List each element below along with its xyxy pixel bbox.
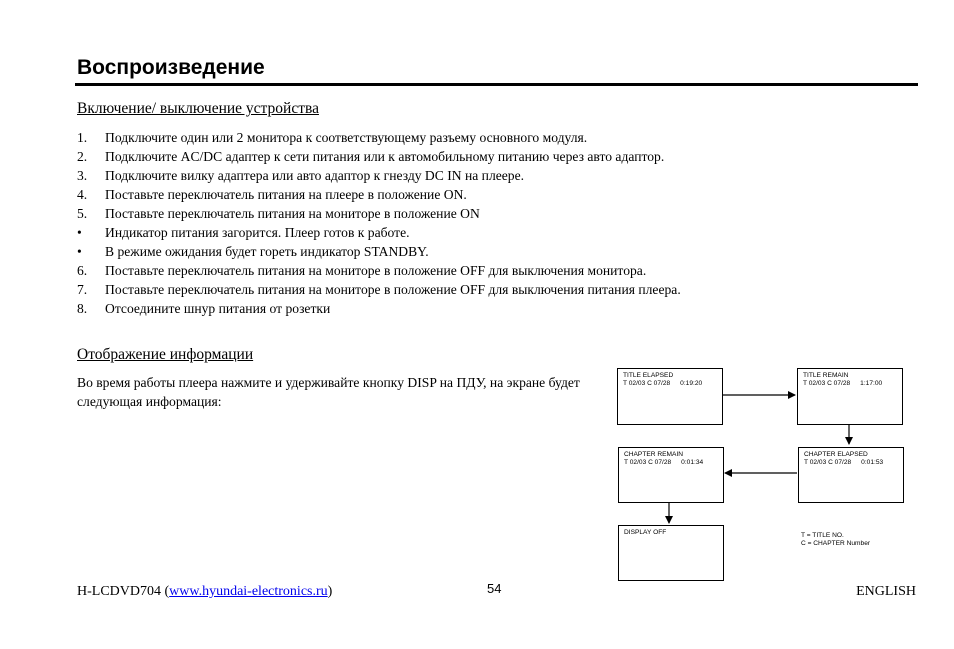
footer-model-close: ) bbox=[327, 584, 333, 599]
footer-website-link[interactable]: www.hyundai-electronics.ru bbox=[169, 584, 328, 599]
list-marker: 5. bbox=[77, 206, 88, 221]
list-item-text: В режиме ожидания будет гореть индикатор STANDBY. bbox=[105, 244, 429, 259]
list-marker: 6. bbox=[77, 263, 88, 278]
list-item bbox=[77, 299, 681, 318]
title-remain-box bbox=[797, 368, 903, 425]
list-item bbox=[77, 204, 681, 223]
box-label: TITLE ELAPSED bbox=[623, 372, 674, 379]
list-marker: 1. bbox=[77, 130, 88, 145]
box-time: 0:01:34 bbox=[681, 459, 704, 466]
title-elapsed-box bbox=[617, 368, 723, 425]
box-label: TITLE REMAIN bbox=[803, 372, 849, 379]
list-marker: 7. bbox=[77, 282, 88, 297]
title-divider bbox=[75, 83, 918, 86]
list-item bbox=[77, 147, 681, 166]
list-item-text: Поставьте переключатель питания на плеере в положение ON. bbox=[105, 187, 467, 202]
footer-model bbox=[77, 583, 332, 600]
list-item bbox=[77, 242, 681, 261]
list-item-text: Поставьте переключатель питания на мониторе в положение OFF для выключения питания плеера. bbox=[105, 282, 681, 297]
list-item-text: Подключите вилку адаптера или авто адаптор к гнезду DC IN на плеере. bbox=[105, 168, 525, 183]
list-item-text: Подключите один или 2 монитора к соответствующему разъему основного модуля. bbox=[105, 130, 588, 145]
list-marker: 8. bbox=[77, 301, 88, 316]
list-item-text: Поставьте переключатель питания на мониторе в положение OFF для выключения монитора. bbox=[105, 263, 647, 278]
diagram-legend bbox=[801, 532, 870, 548]
box-track: T 02/03 C 07/28 bbox=[623, 380, 671, 387]
display-intro-text: Во время работы плеера нажмите и удерживайте кнопку DISP на ПДУ, на экране будет следующая информация: bbox=[77, 375, 580, 409]
list-item bbox=[77, 223, 681, 242]
list-marker: 4. bbox=[77, 187, 88, 202]
list-item bbox=[77, 261, 681, 280]
chapter-remain-box bbox=[618, 447, 724, 503]
box-time: 0:01:53 bbox=[861, 459, 884, 466]
bullet-marker: • bbox=[77, 244, 82, 259]
page-title: Воспроизведение bbox=[77, 56, 265, 79]
footer-model-text: H-LCDVD704 ( bbox=[77, 584, 170, 599]
box-label: DISPLAY OFF bbox=[624, 529, 667, 536]
box-time: 1:17:00 bbox=[860, 380, 883, 387]
box-track: T 02/03 C 07/28 bbox=[624, 459, 672, 466]
bullet-marker: • bbox=[77, 225, 82, 240]
box-label: CHAPTER REMAIN bbox=[624, 451, 683, 458]
section-heading-power: Включение/ выключение устройства bbox=[77, 100, 319, 117]
list-item bbox=[77, 128, 681, 147]
box-track: T 02/03 C 07/28 bbox=[804, 459, 852, 466]
list-item-text: Поставьте переключатель питания на мониторе в положение ON bbox=[105, 206, 480, 221]
list-item-text: Индикатор питания загорится. Плеер готов к работе. bbox=[105, 225, 410, 240]
box-time: 0:19:20 bbox=[680, 380, 703, 387]
display-off-box bbox=[618, 525, 724, 581]
box-track: T 02/03 C 07/28 bbox=[803, 380, 851, 387]
legend-title-line: T = TITLE NO. bbox=[801, 532, 844, 539]
power-steps-list bbox=[77, 128, 681, 318]
section-heading-display: Отображение информации bbox=[77, 346, 254, 363]
list-item-text: Отсоедините шнур питания от розетки bbox=[105, 301, 331, 316]
legend-chapter-line: C = CHAPTER Number bbox=[801, 540, 871, 547]
footer-language: ENGLISH bbox=[856, 584, 916, 599]
list-item bbox=[77, 166, 681, 185]
list-marker: 2. bbox=[77, 149, 88, 164]
list-item bbox=[77, 185, 681, 204]
page-number: 54 bbox=[487, 581, 502, 596]
box-label: CHAPTER ELAPSED bbox=[804, 451, 868, 458]
list-item-text: Подключите AC/DC адаптер к сети питания или к автомобильному питанию через авто адаптор. bbox=[105, 149, 665, 164]
list-item bbox=[77, 280, 681, 299]
list-marker: 3. bbox=[77, 168, 88, 183]
chapter-elapsed-box bbox=[798, 447, 904, 503]
